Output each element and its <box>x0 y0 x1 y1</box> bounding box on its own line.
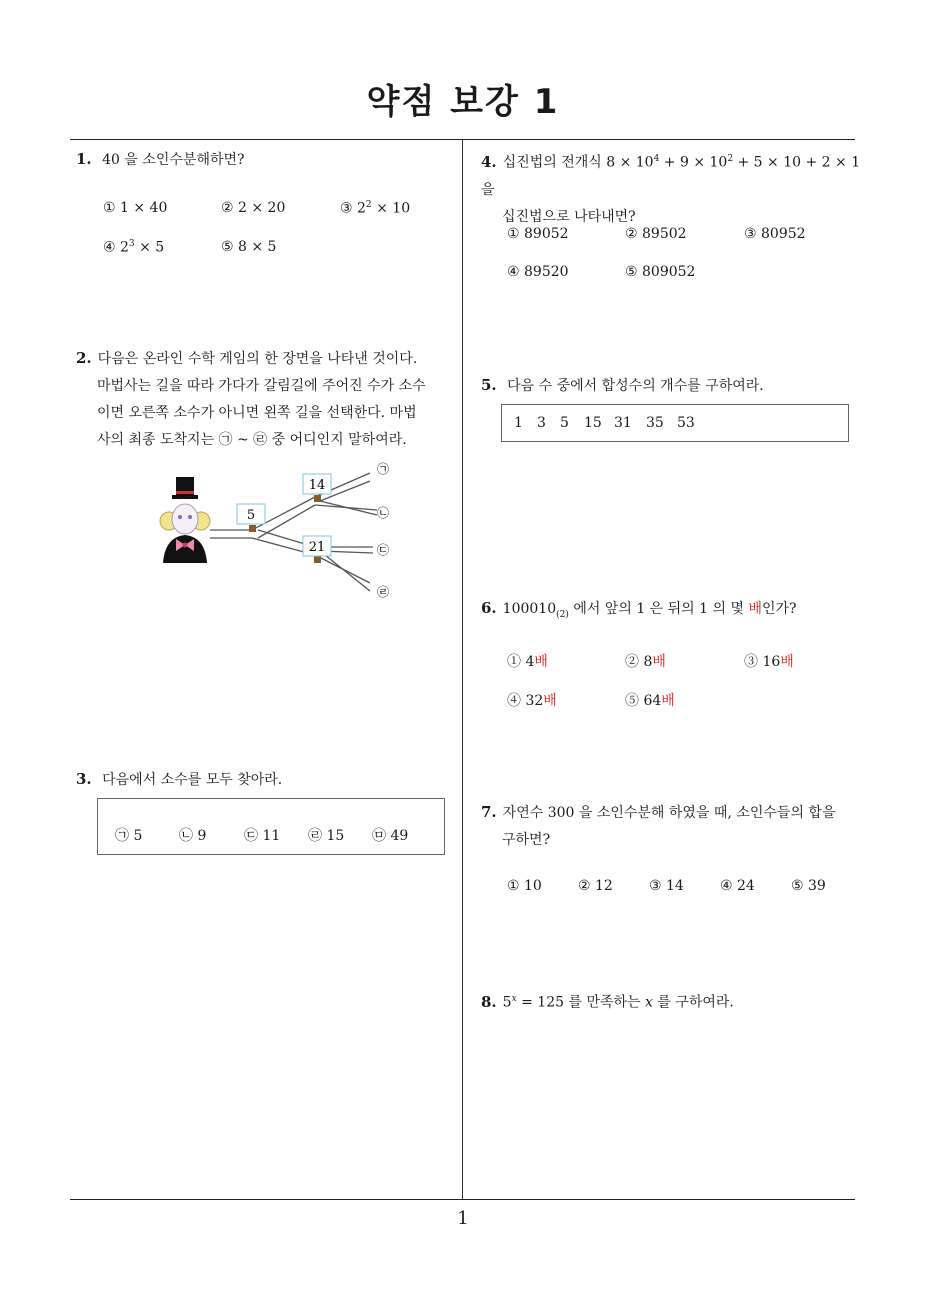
choice-1[interactable]: ① 10 <box>507 878 542 894</box>
choice-1[interactable]: ① 89052 <box>507 226 569 242</box>
q2-text-1: 다음은 온라인 수학 게임의 한 장면을 나타낸 것이다. <box>97 351 418 367</box>
question-5 <box>481 372 866 400</box>
box-item: 15 <box>584 415 602 431</box>
node-label-first: 5 <box>246 508 256 523</box>
q8-base: 5 <box>502 994 512 1011</box>
choice-value: ① 4 <box>507 654 535 670</box>
wizard-illustration <box>160 477 210 563</box>
q7-line-2: 구하면? <box>502 832 551 848</box>
question-number: 7. <box>481 803 497 821</box>
choice-value: ③ 16 <box>744 654 781 670</box>
box-item: 31 <box>614 415 632 431</box>
choice-value: ④ 32 <box>507 693 544 709</box>
box-item: ㉢ 11 <box>244 828 281 844</box>
path-lines <box>210 473 377 591</box>
q2-line-2: 마법사는 길을 따라 가다가 갈림길에 주어진 수가 소수 <box>97 378 426 394</box>
q7-text-1: 자연수 300 을 소인수분해 하였을 때, 소인수들의 합을 <box>502 805 836 821</box>
page-title: 약점 보강 1 <box>366 82 560 122</box>
choice-value: ⑤ 64 <box>625 693 662 709</box>
question-7 <box>481 799 866 854</box>
question-number: 8. <box>481 992 497 1011</box>
column-divider <box>462 140 463 1200</box>
box-item: ㉤ 49 <box>372 828 409 844</box>
choice-unit: 배 <box>652 654 666 670</box>
q6-text-a: 에서 앞의 1 은 뒤의 1 의 몇 <box>568 601 749 617</box>
choice-4[interactable]: ④ 89520 <box>507 264 569 280</box>
question-number: 4. <box>481 152 497 171</box>
q5-item-box <box>501 404 849 442</box>
choice-5[interactable]: ⑤ 809052 <box>625 264 696 280</box>
destination-2: ㉡ <box>376 506 390 520</box>
q6-red-word: 배 <box>748 601 762 617</box>
node-label-upper: 14 <box>308 478 326 493</box>
q2-line-1 <box>76 345 460 373</box>
choice-2[interactable]: ② 89502 <box>625 226 687 242</box>
question-number: 3. <box>76 770 92 788</box>
q2-line-3: 이면 오른쪽 소수가 아니면 왼쪽 길을 선택한다. 마법 <box>97 405 417 421</box>
choice-2[interactable]: ② 12 <box>578 878 613 894</box>
choice-4-exponent: 3 <box>128 239 135 249</box>
question-8 <box>481 986 866 1017</box>
choice-4[interactable]: ④ 24 <box>720 878 755 894</box>
choice-unit: 배 <box>534 654 548 670</box>
question-text: 다음 수 중에서 합성수의 개수를 구하여라. <box>507 378 764 394</box>
question-3 <box>76 766 456 794</box>
box-item: ㉠ 5 <box>115 828 143 844</box>
q2-line-4: 사의 최종 도착지는 ㉠ ~ ㉣ 중 어디인지 말하여라. <box>97 432 407 448</box>
wizard-path-figure <box>155 455 405 605</box>
choice-4-base: ④ 2 <box>103 239 129 256</box>
q6-text-b: 인가? <box>762 601 797 617</box>
q6-base: 100010 <box>502 601 557 617</box>
q6-subscript: (2) <box>556 609 569 620</box>
box-item: 53 <box>677 415 695 431</box>
choice-2[interactable] <box>625 651 666 671</box>
box-item: 35 <box>646 415 664 431</box>
choice-1[interactable] <box>507 651 548 671</box>
question-number: 1. <box>76 150 92 168</box>
choice-5[interactable] <box>625 690 675 710</box>
question-number: 5. <box>481 376 497 394</box>
box-item: 5 <box>560 415 569 431</box>
q8-text-a: = 125 를 만족하는 <box>516 994 645 1011</box>
page-number: 1 <box>457 1208 469 1229</box>
q4-text-b: + 9 × 10 <box>659 154 728 171</box>
destination-3: ㉢ <box>376 543 390 557</box>
q4-text-c: + 5 × 10 + 2 × 1 을 <box>481 154 861 198</box>
choice-3-exponent: 2 <box>365 200 372 210</box>
choice-3-rest: × 10 <box>371 200 411 217</box>
choice-unit: 배 <box>543 693 557 709</box>
choice-unit: 배 <box>661 693 675 709</box>
q4-line-1 <box>481 146 866 204</box>
choice-4-rest: × 5 <box>134 239 165 256</box>
choice-3[interactable]: ③ 14 <box>649 878 684 894</box>
box-item: ㉡ 9 <box>179 828 207 844</box>
bottom-rule <box>70 1199 855 1200</box>
q3-item-box <box>97 798 445 855</box>
question-4 <box>481 146 866 231</box>
choice-4[interactable] <box>103 239 164 256</box>
question-number: 6. <box>481 599 497 617</box>
box-item: 1 <box>514 415 523 431</box>
choice-value: ② 8 <box>625 654 653 670</box>
choice-3[interactable] <box>744 651 794 671</box>
question-2 <box>76 345 460 454</box>
q4-exponent-a: 4 <box>653 154 660 164</box>
node-label-lower: 21 <box>308 540 326 555</box>
q8-text-b: 를 구하여라. <box>652 994 734 1011</box>
question-number: 2. <box>76 349 92 367</box>
q7-line-1 <box>481 799 866 827</box>
choice-unit: 배 <box>780 654 794 670</box>
q8-exponent: x <box>511 994 517 1004</box>
destination-1: ㉠ <box>376 462 390 476</box>
choice-2[interactable]: ② 2 × 20 <box>221 200 286 216</box>
choice-5[interactable]: ⑤ 39 <box>791 878 826 894</box>
box-item: ㉣ 15 <box>308 828 345 844</box>
question-text: 다음에서 소수를 모두 찾아라. <box>102 772 283 788</box>
choice-3-base: ③ 2 <box>340 200 366 217</box>
choice-3[interactable]: ③ 80952 <box>744 226 806 242</box>
q8-variable: x <box>645 994 653 1011</box>
box-item: 3 <box>537 415 546 431</box>
choice-5[interactable]: ⑤ 8 × 5 <box>221 239 277 255</box>
question-6 <box>481 595 866 629</box>
destination-labels <box>377 462 389 599</box>
question-text: 40 을 소인수분해하면? <box>102 152 245 168</box>
question-1 <box>76 146 456 174</box>
choice-3[interactable] <box>340 200 410 217</box>
path-nodes <box>237 474 331 563</box>
choice-4[interactable] <box>507 690 557 710</box>
destination-4: ㉣ <box>376 585 390 599</box>
q4-exponent-b: 2 <box>727 154 734 164</box>
choice-1[interactable]: ① 1 × 40 <box>103 200 168 216</box>
q4-text-a: 십진법의 전개식 8 × 10 <box>502 154 654 171</box>
q4-line-2: 십진법으로 나타내면? <box>502 208 636 225</box>
